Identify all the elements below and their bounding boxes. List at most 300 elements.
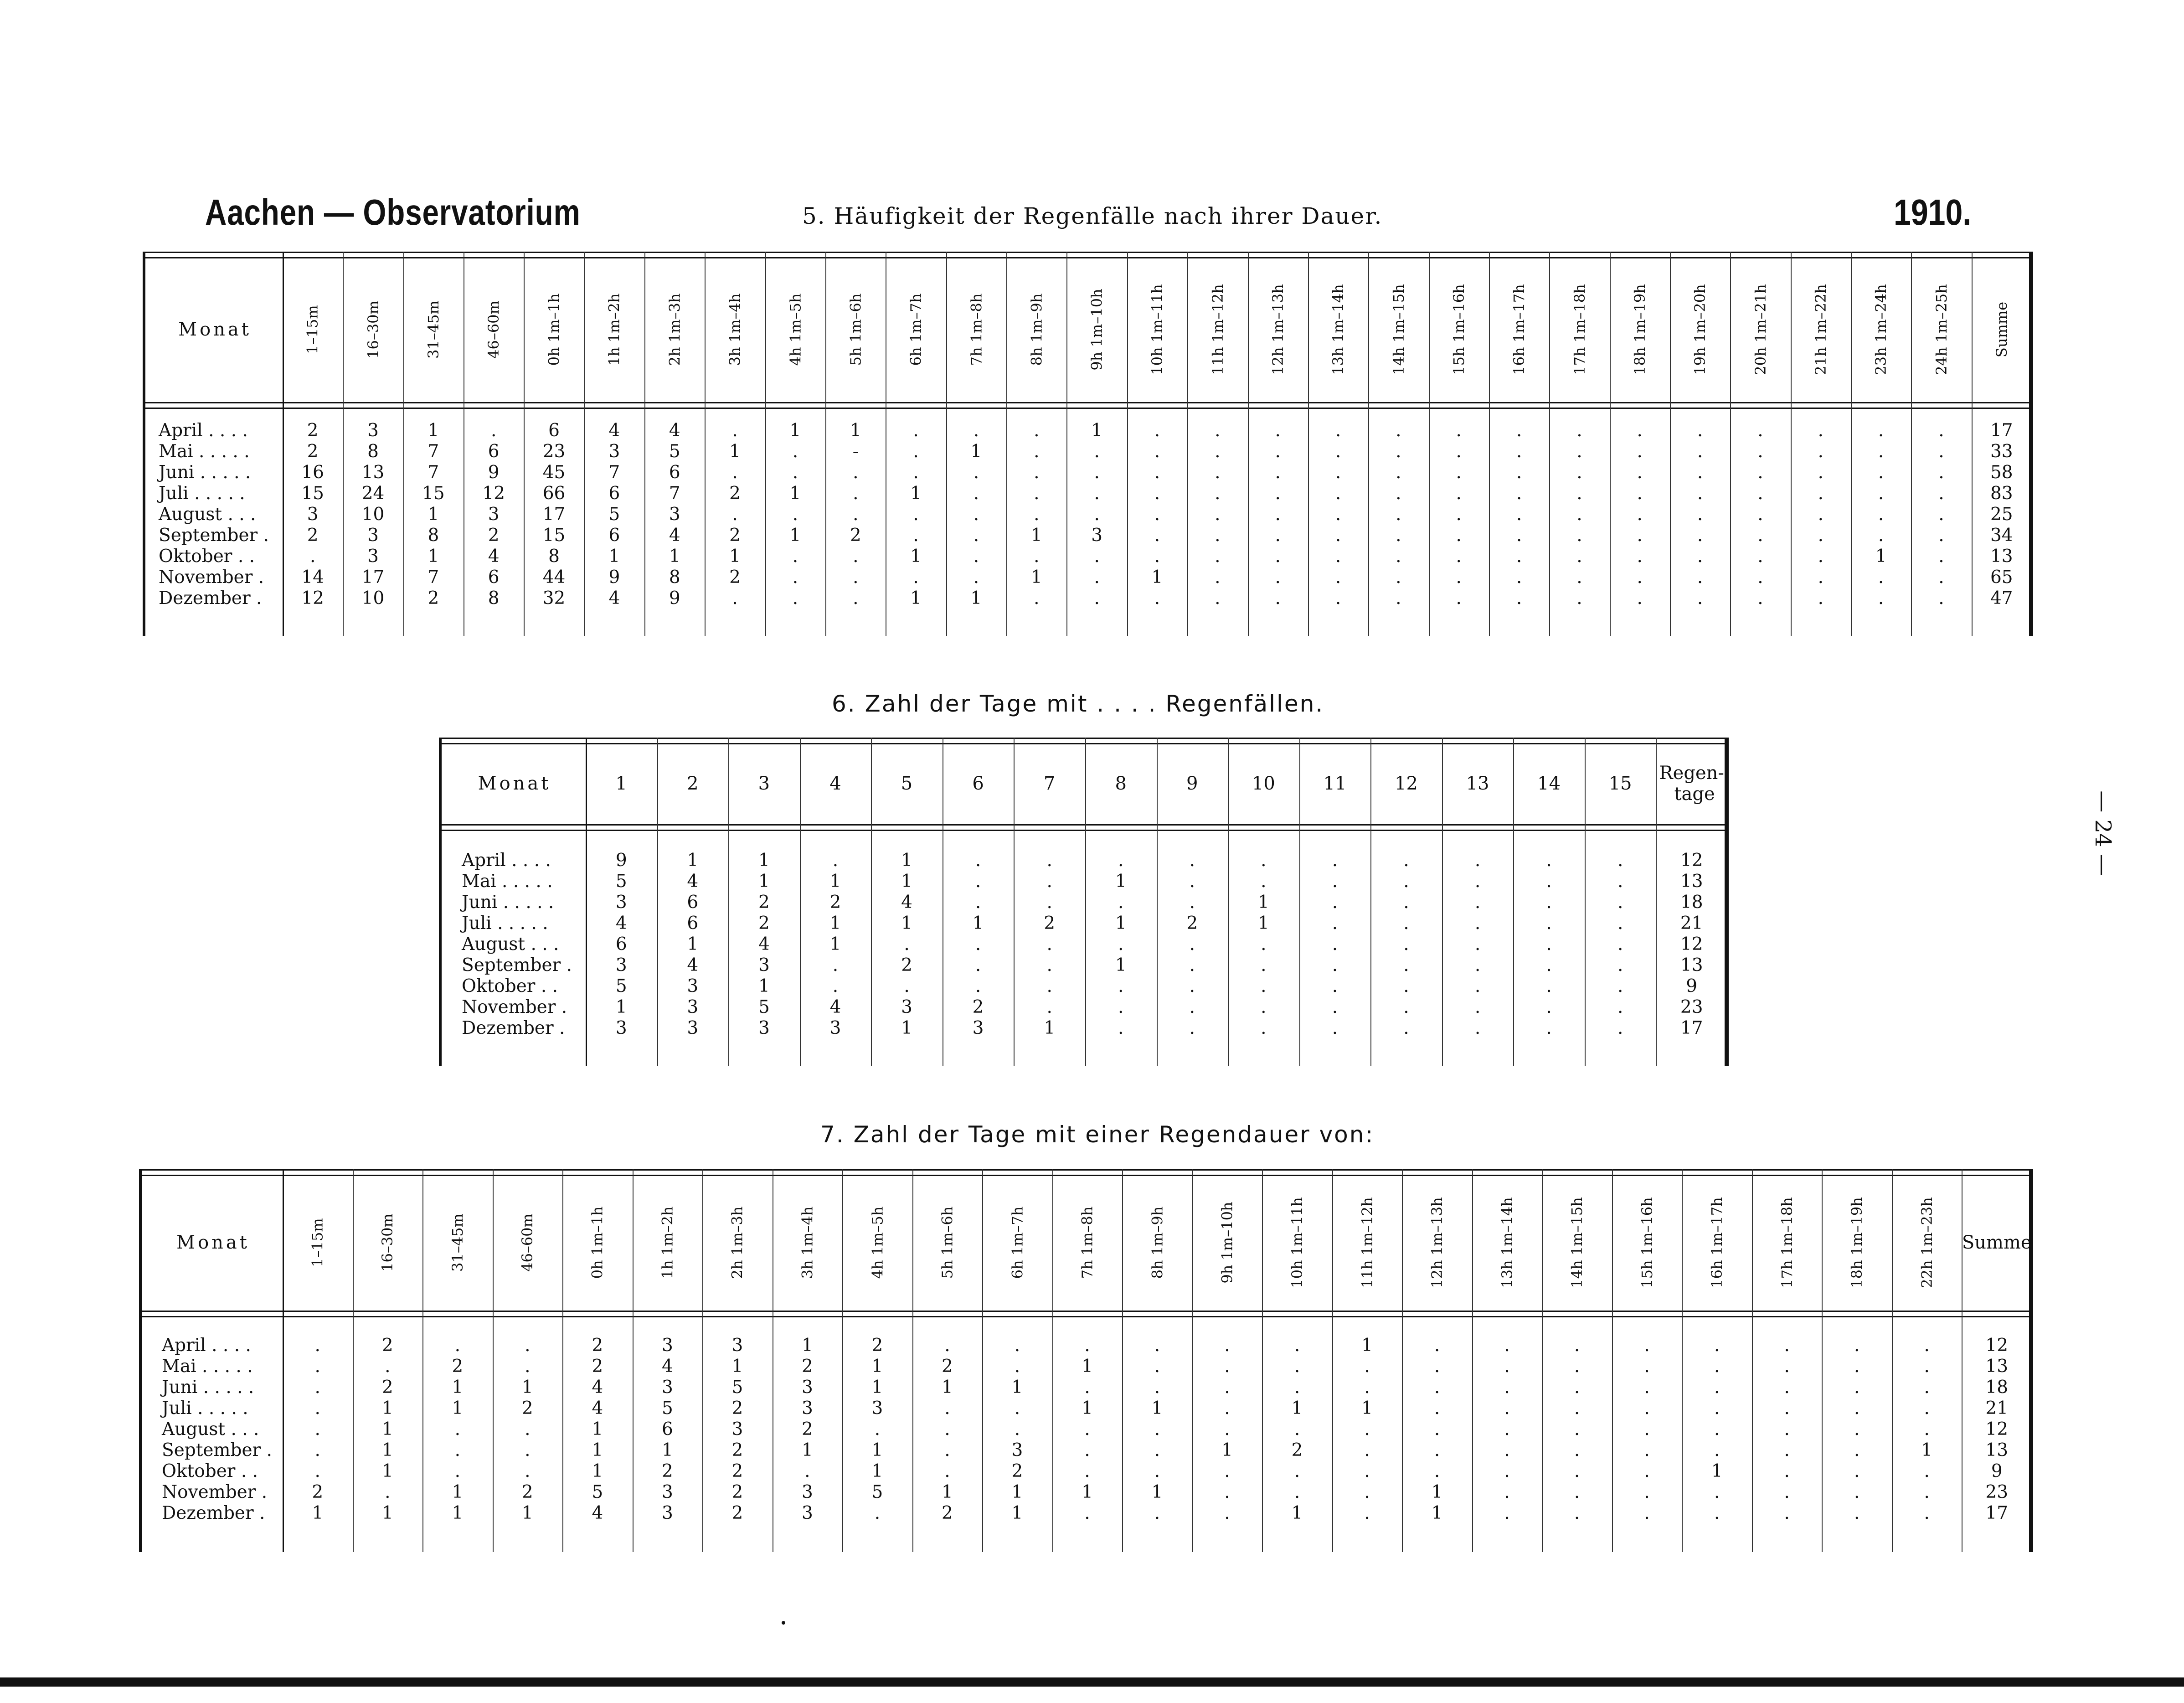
table7-cell: . <box>454 1461 460 1481</box>
table6-cell: 3 <box>687 976 699 996</box>
table5-cell: . <box>973 567 979 588</box>
table5-cell: . <box>1938 567 1944 588</box>
table6-cell: . <box>1546 871 1552 892</box>
table5-cell: 1 <box>850 420 861 441</box>
table5-cell: 47 <box>1990 588 2013 609</box>
table6-cell: . <box>832 955 839 975</box>
table6-cell: . <box>1474 850 1481 871</box>
table7-cell: . <box>804 1461 810 1481</box>
col-header-label: 0h 1m–1h <box>545 293 563 366</box>
table7-cell: 5 <box>871 1482 883 1502</box>
table5-cell: . <box>1878 504 1884 525</box>
table5-cell: 4 <box>669 420 680 441</box>
table7-cell: . <box>1714 1419 1720 1440</box>
table5-cell: . <box>1275 441 1281 462</box>
table6-cell: 4 <box>687 871 699 892</box>
col-header-label: 24h 1m–25h <box>1932 284 1950 375</box>
table5-cell: . <box>1456 525 1462 546</box>
table6-cell: 1 <box>1115 913 1127 934</box>
table5-cell: 58 <box>1990 462 2013 483</box>
table7-cell: 5 <box>592 1482 603 1502</box>
table7-cell: 2 <box>731 1503 743 1523</box>
table5-col-header <box>1791 257 1851 402</box>
table7-cell: 2 <box>871 1335 883 1356</box>
table7-cell: . <box>1504 1356 1510 1377</box>
table5-cell: . <box>853 504 859 525</box>
table5-cell: . <box>1034 504 1040 525</box>
table5-cell: . <box>1697 567 1703 588</box>
table7-cell: . <box>1924 1503 1930 1523</box>
table7-cell: . <box>1784 1461 1790 1481</box>
table7-cell: 1 <box>1361 1398 1373 1419</box>
table7-cell: 1 <box>1011 1482 1023 1502</box>
table5-cell: . <box>1396 462 1401 483</box>
table7-col-header <box>1402 1175 1472 1311</box>
table7-cell: 1 <box>731 1356 743 1377</box>
table5-rain-frequency <box>143 252 2032 636</box>
table7-cell: . <box>1364 1482 1370 1502</box>
table5-cell: 8 <box>669 567 680 588</box>
table5-col-header <box>1248 257 1308 402</box>
table7-cell: . <box>1644 1503 1650 1523</box>
table5-cell: . <box>1396 483 1401 504</box>
table6-cell: 1 <box>758 850 770 871</box>
table6-cell: 9 <box>615 850 627 871</box>
table5-cell: . <box>1396 588 1401 609</box>
page-bottom-edge <box>0 1677 2184 1687</box>
table7-col-header <box>633 1175 703 1311</box>
table7-cell: 18 <box>1985 1377 2009 1398</box>
page-number: — 24 — <box>2090 790 2116 876</box>
table5-cell: . <box>1697 420 1703 441</box>
table6-cell: . <box>1046 955 1052 975</box>
table7-cell: . <box>1364 1503 1370 1523</box>
table6-cell: . <box>1189 871 1195 892</box>
table7-cell: 1 <box>1011 1377 1023 1398</box>
table5-cell: . <box>1215 483 1221 504</box>
table7-cell: . <box>1014 1356 1020 1377</box>
table7-col-header <box>353 1175 423 1311</box>
table7-cell: . <box>314 1440 320 1460</box>
col-header-label: 20h 1m–21h <box>1751 284 1769 375</box>
table5-cell: 7 <box>428 441 439 462</box>
table6-cell: . <box>1189 1018 1195 1038</box>
table7-cell: . <box>1854 1398 1860 1419</box>
table5-cell: 1 <box>428 420 439 441</box>
table6-cell: . <box>1546 934 1552 955</box>
table5-cell: 7 <box>428 462 439 483</box>
col-header-label: 46–60m <box>485 300 503 359</box>
table5-cell: 1 <box>970 441 982 462</box>
col-header-label: 1h 1m–2h <box>605 293 623 366</box>
table7-cell: . <box>1644 1461 1650 1481</box>
table6-cell: 1 <box>687 850 699 871</box>
table5-cell: . <box>1275 525 1281 546</box>
table5-cell: . <box>1637 441 1643 462</box>
table6-cell: . <box>1474 976 1481 996</box>
table5-cell: . <box>973 462 979 483</box>
table5-cell: . <box>1818 588 1823 609</box>
table7-cell: . <box>1434 1419 1440 1440</box>
table7-cell: 13 <box>1985 1356 2009 1377</box>
table5-cell: . <box>1878 567 1884 588</box>
table5-cell: . <box>1697 504 1703 525</box>
table5-cell: 13 <box>361 462 385 483</box>
table7-col-header <box>1472 1175 1542 1311</box>
table6-month-label: Juni . . . . . <box>462 892 554 913</box>
table5-col-header <box>1489 257 1549 402</box>
table5-cell: 25 <box>1990 504 2013 525</box>
table7-cell: 2 <box>942 1503 953 1523</box>
table6-cell: . <box>1046 934 1052 955</box>
table7-cell: 1 <box>452 1503 464 1523</box>
table5-cell: . <box>1818 546 1823 567</box>
table5-cell: 15 <box>301 483 324 504</box>
table5-col-header <box>1610 257 1670 402</box>
table5-cell: . <box>1215 588 1221 609</box>
table6-month-label: April . . . . <box>462 850 551 871</box>
table7-cell: . <box>1714 1356 1720 1377</box>
table5-cell: . <box>1818 462 1823 483</box>
table5-cell: . <box>732 588 738 609</box>
col-header-label: 8h 1m–9h <box>1149 1206 1166 1279</box>
table6-cell: . <box>1332 1018 1338 1038</box>
table5-col-header <box>1368 257 1428 402</box>
table6-cell: . <box>1189 934 1195 955</box>
table7-cell: . <box>1504 1461 1510 1481</box>
table7-cell: . <box>1364 1461 1370 1481</box>
table7-cell: . <box>1574 1377 1580 1398</box>
table6-cell: . <box>1546 1018 1552 1038</box>
table6-month-label: September . <box>462 955 572 975</box>
table5-cell: 4 <box>669 525 680 546</box>
table5-cell: . <box>1396 441 1401 462</box>
table5-cell: . <box>1938 441 1944 462</box>
table5-cell: . <box>1154 441 1160 462</box>
table6-cell: 3 <box>687 1018 699 1038</box>
table5-cell: . <box>491 420 497 441</box>
table7-cell: . <box>1784 1377 1790 1398</box>
table7-col-header <box>1752 1175 1822 1311</box>
table7-cell: . <box>1784 1356 1790 1377</box>
table5-cell: 2 <box>850 525 861 546</box>
table5-cell: 1 <box>1091 420 1103 441</box>
table6-cell: . <box>1261 976 1267 996</box>
table7-month-label: Oktober . . <box>162 1461 258 1481</box>
col-header-label: 17h 1m–18h <box>1571 284 1588 375</box>
table5-cell: 1 <box>729 546 741 567</box>
table6-col-header: 2 <box>687 773 699 794</box>
table5-cell: . <box>1275 483 1281 504</box>
col-header-label: 31–45m <box>448 1213 466 1272</box>
table5-cell: 3 <box>488 504 500 525</box>
table6-cell: . <box>1617 976 1623 996</box>
table7-cell: 1 <box>521 1503 533 1523</box>
col-header-label: 5h 1m–6h <box>847 293 865 366</box>
table7-cell: . <box>1434 1440 1440 1460</box>
table5-cell: . <box>1034 420 1040 441</box>
table5-cell: . <box>1576 441 1582 462</box>
table5-cell: 2 <box>729 483 741 504</box>
table6-cell: . <box>1332 934 1338 955</box>
table6-col-header: Regen- tage <box>1659 763 1724 805</box>
table5-cell: . <box>853 483 859 504</box>
table7-cell: . <box>1224 1482 1230 1502</box>
col-header-label: 15h 1m–16h <box>1638 1197 1656 1288</box>
table7-month-label: November . <box>162 1482 268 1502</box>
table7-cell: 12 <box>1985 1419 2009 1440</box>
table7-cell: . <box>1924 1461 1930 1481</box>
table5-cell: . <box>1094 588 1100 609</box>
table5-cell: 45 <box>542 462 566 483</box>
col-header-label: 3h 1m–4h <box>726 293 744 366</box>
table7-cell: 3 <box>801 1482 813 1502</box>
table7-cell: . <box>1854 1356 1860 1377</box>
table7-cell: 3 <box>731 1335 743 1356</box>
table7-cell: 1 <box>1431 1482 1443 1502</box>
table5-cell: . <box>1335 504 1341 525</box>
table6-cell: . <box>1118 997 1124 1017</box>
table6-cell: 1 <box>901 913 912 934</box>
table7-month-label: Mai . . . . . <box>162 1356 253 1377</box>
table5-cell: . <box>732 462 738 483</box>
table6-rain-days-count <box>439 738 1727 1066</box>
table5-cell: 1 <box>669 546 680 567</box>
table7-cell: . <box>454 1335 460 1356</box>
table5-cell: . <box>1396 546 1401 567</box>
table5-cell: . <box>913 504 919 525</box>
table7-cell: 3 <box>871 1398 883 1419</box>
table5-month-label: September . <box>159 525 269 546</box>
table7-col-header <box>1682 1175 1752 1311</box>
table6-cell: . <box>832 976 839 996</box>
table6-col-header: 3 <box>758 773 770 794</box>
table6-cell: . <box>1261 871 1267 892</box>
table6-cell: 9 <box>1686 976 1698 996</box>
table5-cell: . <box>1818 567 1823 588</box>
table7-cell: 1 <box>1921 1440 1933 1460</box>
table7-col-header <box>842 1175 912 1311</box>
table6-cell: . <box>1546 976 1552 996</box>
table6-cell: . <box>975 955 981 975</box>
table5-cell: . <box>853 588 859 609</box>
table6-cell: 1 <box>1115 955 1127 975</box>
table5-cell: 1 <box>789 483 801 504</box>
table5-cell: - <box>852 441 859 462</box>
table5-cell: 17 <box>1990 420 2013 441</box>
table7-cell: 2 <box>312 1482 324 1502</box>
col-header-label: 1h 1m–2h <box>659 1206 676 1279</box>
table6-monat-header: Monat <box>478 773 551 794</box>
table7-cell: . <box>1714 1335 1720 1356</box>
table6-col-header: 7 <box>1043 773 1056 794</box>
table6-col-header: 9 <box>1186 773 1198 794</box>
table5-month-label: Juli . . . . . <box>159 483 245 504</box>
table5-cell: . <box>1335 462 1341 483</box>
table5-cell: 8 <box>428 525 439 546</box>
table6-cell: . <box>1474 871 1481 892</box>
table7-rain-duration-days <box>139 1169 2032 1552</box>
table5-cell: . <box>1697 525 1703 546</box>
table6-cell: . <box>1617 1018 1623 1038</box>
table7-col-divider <box>2032 1169 2033 1552</box>
col-header-label: 1–15m <box>304 305 322 354</box>
col-header-label: 3h 1m–4h <box>798 1206 816 1279</box>
table6-month-label: August . . . <box>462 934 559 955</box>
table5-cell: . <box>1637 483 1643 504</box>
table7-cell: . <box>944 1398 950 1419</box>
table6-cell: 3 <box>972 1018 984 1038</box>
table5-cell: . <box>853 567 859 588</box>
table7-cell: 3 <box>1011 1440 1023 1460</box>
table5-cell: . <box>1697 441 1703 462</box>
table5-month-label: Juni . . . . . <box>159 462 251 483</box>
table5-cell: 8 <box>488 588 500 609</box>
table6-cell: . <box>1261 850 1267 871</box>
table6-col-header: 5 <box>901 773 913 794</box>
table7-cell: . <box>1154 1335 1160 1356</box>
table7-cell: . <box>1434 1335 1440 1356</box>
col-header-label: 5h 1m–6h <box>938 1206 956 1279</box>
table7-cell: . <box>1504 1335 1510 1356</box>
table6-cell: 1 <box>1257 913 1269 934</box>
table7-cell: . <box>1644 1482 1650 1502</box>
table6-cell: 2 <box>829 892 841 913</box>
table6-cell: . <box>1474 955 1481 975</box>
table7-cell: . <box>1434 1377 1440 1398</box>
table7-cell: . <box>314 1377 320 1398</box>
table5-month-label: November . <box>159 567 264 588</box>
table5-cell: . <box>1938 462 1944 483</box>
table5-cell: . <box>792 567 798 588</box>
table5-cell: . <box>1697 483 1703 504</box>
table7-cell: 1 <box>312 1503 324 1523</box>
table5-cell: . <box>1878 462 1884 483</box>
table5-cell: . <box>1516 441 1522 462</box>
table5-cell: 5 <box>669 441 680 462</box>
table5-month-label: Oktober . . <box>159 546 255 567</box>
table7-month-label: September . <box>162 1440 272 1460</box>
table7-cell: . <box>314 1356 320 1377</box>
table6-cell: 3 <box>901 997 912 1017</box>
table7-cell: 5 <box>731 1377 743 1398</box>
table6-cell: 1 <box>1257 892 1269 913</box>
table5-cell: 1 <box>970 588 982 609</box>
table7-col-header <box>493 1175 563 1311</box>
table7-cell: 2 <box>942 1356 953 1377</box>
table7-col-header <box>422 1175 493 1311</box>
table6-cell: . <box>1617 892 1623 913</box>
table6-cell: . <box>1474 913 1481 934</box>
table7-cell: . <box>314 1419 320 1440</box>
table5-cell: 33 <box>1990 441 2013 462</box>
table7-col-header <box>912 1175 983 1311</box>
table6-cell: . <box>975 850 981 871</box>
table6-cell: . <box>1474 997 1481 1017</box>
table5-cell: . <box>1094 567 1100 588</box>
table7-cell: . <box>1574 1461 1580 1481</box>
table6-cell: 1 <box>829 934 841 955</box>
table5-cell: 1 <box>428 504 439 525</box>
col-header-label: 2h 1m–3h <box>728 1206 746 1279</box>
table7-cell: 1 <box>1221 1440 1233 1460</box>
table7-cell: . <box>1854 1440 1860 1460</box>
table7-cell: 1 <box>381 1419 393 1440</box>
table5-cell: . <box>1275 567 1281 588</box>
table7-col-header <box>702 1175 773 1311</box>
table5-cell: 1 <box>910 546 922 567</box>
table5-col-header <box>705 257 765 402</box>
table7-cell: . <box>874 1419 881 1440</box>
table5-cell: . <box>1034 588 1040 609</box>
table5-cell: . <box>1637 504 1643 525</box>
table6-cell: 12 <box>1680 850 1703 871</box>
table5-cell: . <box>1576 525 1582 546</box>
table5-cell: . <box>1697 462 1703 483</box>
table5-cell: 34 <box>1990 525 2013 546</box>
table7-cell: . <box>1714 1503 1720 1523</box>
table5-cell: . <box>792 504 798 525</box>
col-header-label: 17h 1m–18h <box>1778 1197 1796 1288</box>
table7-cell: . <box>1084 1377 1090 1398</box>
table5-cell: 1 <box>1151 567 1163 588</box>
table6-cell: . <box>1332 955 1338 975</box>
table7-col-header <box>1052 1175 1123 1311</box>
table5-cell: . <box>1938 504 1944 525</box>
table7-col-header <box>982 1175 1052 1311</box>
table5-cell: . <box>1878 420 1884 441</box>
table5-cell: . <box>1757 525 1763 546</box>
table7-cell: . <box>1294 1419 1300 1440</box>
table6-cell: 1 <box>1115 871 1127 892</box>
table5-col-header <box>1730 257 1790 402</box>
table6-cell: 5 <box>615 871 627 892</box>
table7-cell: . <box>1224 1503 1230 1523</box>
table6-cell: 1 <box>615 997 627 1017</box>
table7-cell: . <box>1644 1440 1650 1460</box>
table5-cell: . <box>1335 546 1341 567</box>
table6-cell: 23 <box>1680 997 1703 1017</box>
table7-cell: . <box>1224 1335 1230 1356</box>
table6-cell: 3 <box>687 997 699 1017</box>
table7-cell: . <box>1294 1356 1300 1377</box>
table5-cell: . <box>1275 546 1281 567</box>
table7-cell: . <box>1854 1377 1860 1398</box>
table6-cell: 4 <box>829 997 841 1017</box>
table6-col-header: 10 <box>1252 773 1275 794</box>
table6-cell: . <box>1118 892 1124 913</box>
table7-cell: 1 <box>381 1398 393 1419</box>
table5-cell: . <box>973 483 979 504</box>
table5-cell: 5 <box>608 504 620 525</box>
table7-cell: 3 <box>801 1377 813 1398</box>
table5-col-header <box>1549 257 1609 402</box>
table5-cell: . <box>913 462 919 483</box>
table7-cell: . <box>1364 1440 1370 1460</box>
table5-cell: . <box>1154 588 1160 609</box>
table6-cell: . <box>904 934 910 955</box>
table5-cell: . <box>1034 441 1040 462</box>
table6-cell: 6 <box>687 892 699 913</box>
table7-col-header <box>562 1175 633 1311</box>
table6-cell: . <box>1403 913 1409 934</box>
table5-cell: . <box>1034 462 1040 483</box>
table5-cell: . <box>1094 462 1100 483</box>
table6-cell: . <box>1546 913 1552 934</box>
table7-cell: . <box>385 1482 391 1502</box>
table7-col-header <box>1192 1175 1262 1311</box>
table7-cell: 2 <box>1011 1461 1023 1481</box>
